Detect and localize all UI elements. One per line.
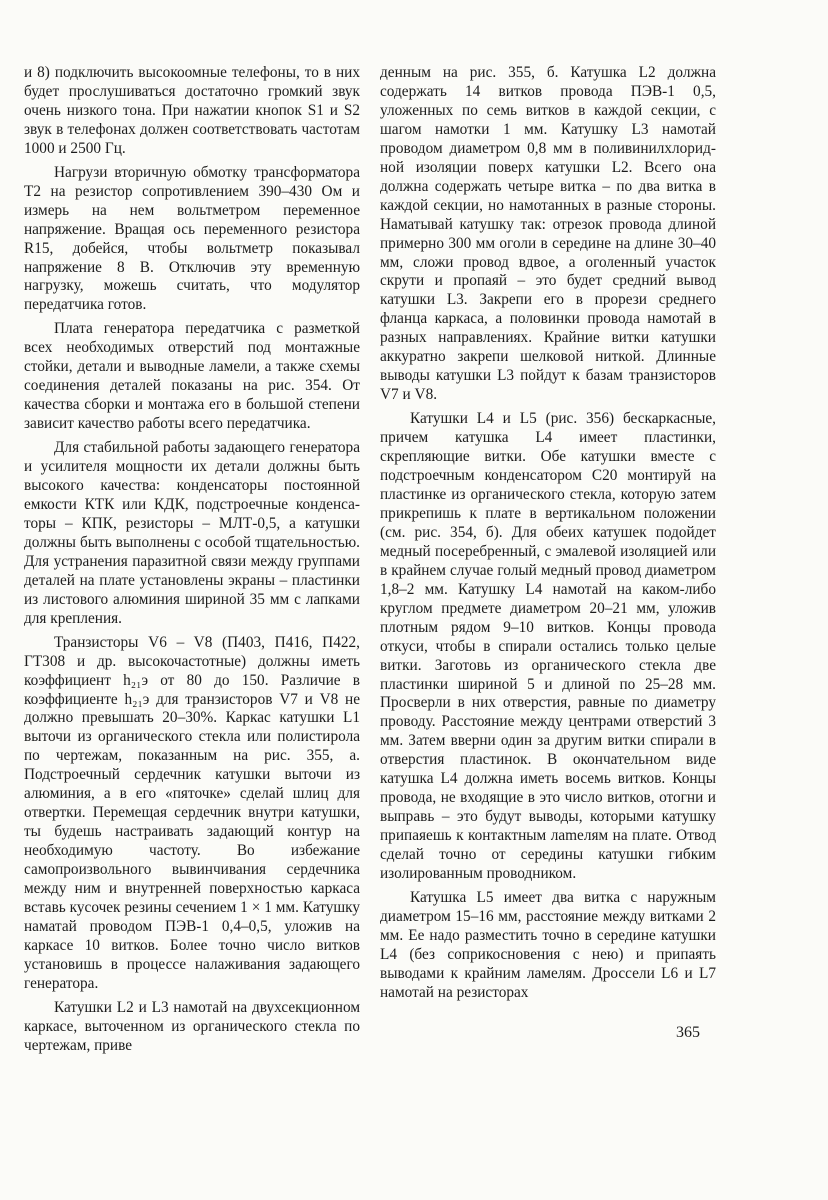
paragraph: Катушка L5 имеет два витка с наружным диаметром 15–16 мм, расстояние между витками 2 мм. Ее надо разместить точно в середине катушки L4 (без соприкосновения с нею) и припаять выводами к крайним ламелям. Дроссели L6 и L7 намотай на резисторах [380, 888, 716, 1001]
left-column [24, 64, 360, 1061]
paragraph: и 8) подключить высокоомные телефоны, то в них будет прослушиваться достаточно громкий звук очень низкого тона. При нажатии кнопок S1 и S2 звук в телефонах должен соответствовать частотам 1000 и 2500 Гц. [24, 64, 360, 157]
paragraph: Катушки L4 и L5 (рис. 356) бескаркасные, причем катушка L4 имеет пластинки, скрепляющие витки. Обе катушки вместе с подстроечным конденсатором С20 монтируй на пластинке из органического стекла, которую затем прикрепишь к плате в вертикальном положении (см. рис. 354, б). Для обеих катушек подойдет медный посеребренный, с эмалевой изоляцией или в крайнем случае голый медный провод диаметром 1,8–2 мм. Катушку L4 намотай на каком-либо круглом предмете диаметром 20–21 мм, уложив плотным рядом 9–10 витков. Концы провода откуси, чтобы в спирали остались только целые витки. Заготовь из органического стекла две пластинки шириной 5 и длиной по 25–28 мм. Просверли в них отверстия, равные по диаметру проводу. Расстояние между центрами отверстий 3 мм. Затем вверни один за другим витки спирали в отверстия пластинок. В окончательном виде катушка L4 должна иметь восемь витков. Концы провода, не входящие в это число витков, отогни и выправь – это будут выводы, которыми катушку припаяешь к контактным лameлям на плате. Отвод сделай точно от середины катушки гибким изолированным проводником. [380, 410, 716, 883]
paragraph: Транзисторы V6 – V8 (П403, П416, П422, ГТ308 и др. высокочастотные) должны иметь коэффициент h₂₁э от 80 до 150. Различие в коэффициенте h₂₁э для транзисторов V7 и V8 не должно превышать 20–30%. Каркас катушки L1 выточи из органического стекла или полистирола по чертежам, показанным на рис. 355, а. Подстроечный сердечник катушки выточи из алюминия, а в его «пяточке» сделай шлиц для отвертки. Перемещая сердечник внутри катушки, ты будешь настраивать задающий контур на необходимую частоту. Во избежание самопроизвольного вывинчивания сердечника между ним и внутренней поверхностью каркаса вставь кусочек резины сечением 1 × 1 мм. Катушку наматай проводом ПЭВ-1 0,4–0,5, уложив на каркасе 10 витков. Более точно число витков установишь в процессе налаживания задающего генератора. [24, 633, 360, 992]
paragraph: Для стабильной работы задающего генератора и усилителя мощности их детали должны быть высокого качества: конденсаторы постоянной емкости КТК или КДК, подстроечные конденсаторы – КПК, резисторы – МЛТ-0,5, а катушки должны быть выполнены с особой тщательностью. Для устранения паразитной связи между группами деталей на плате установлены экраны – пластинки из листового алюминия шириной 35 мм с лапками для крепления. [24, 439, 360, 627]
paragraph: Плата генератора передатчика с разметкой всех необходимых отверстий под монтажные стойки, детали и выводные ламели, а также схемы соединения деталей показаны на рис. 354. От качества сборки и монтажа его в большой степени зависит качество работы всего передатчика. [24, 320, 360, 433]
page-number: 365 [676, 1024, 700, 1041]
right-column [380, 64, 716, 1008]
paragraph: Нагрузи вторичную обмотку трансформатора Т2 на резистор сопротивлением 390–430 Ом и измерь на нем вольтметром переменное напряжение. Вращая ось переменного резистора R15, добейся, чтобы вольтметр показывал напряжение 8 В. Отключив эту временную нагрузку, можешь считать, что модулятор передатчика готов. [24, 163, 360, 314]
paragraph: Катушки L2 и L3 намотай на двухсекционном каркасе, выточенном из органического стекла по чертежам, приве [24, 998, 360, 1054]
paragraph: денным на рис. 355, б. Катушка L2 должна содержать 14 витков провода ПЭВ-1 0,5, уложенных по семь витков в каждой секции, с шагом намотки 1 мм. Катушку L3 намотай проводом диаметром 0,8 мм в поливинилхлоридной изоляции поверх катушки L2. Всего она должна содержать четыре витка – по два витка в каждой секции, но намотанных в разные стороны. Наматывай катушку так: отрезок провода длиной примерно 300 мм оголи в середине на длине 30–40 мм, сложи провод вдвое, а оголенный участок скрути и пропаяй – это будет средний вывод катушки L3. Закрепи его в прорези среднего фланца каркаса, а половинки провода намотай в разных направлениях. Крайние витки катушки аккуратно закрепи шелковой ниткой. Длинные выводы катушки L3 пойдут к базам транзисторов V7 и V8. [380, 64, 716, 404]
